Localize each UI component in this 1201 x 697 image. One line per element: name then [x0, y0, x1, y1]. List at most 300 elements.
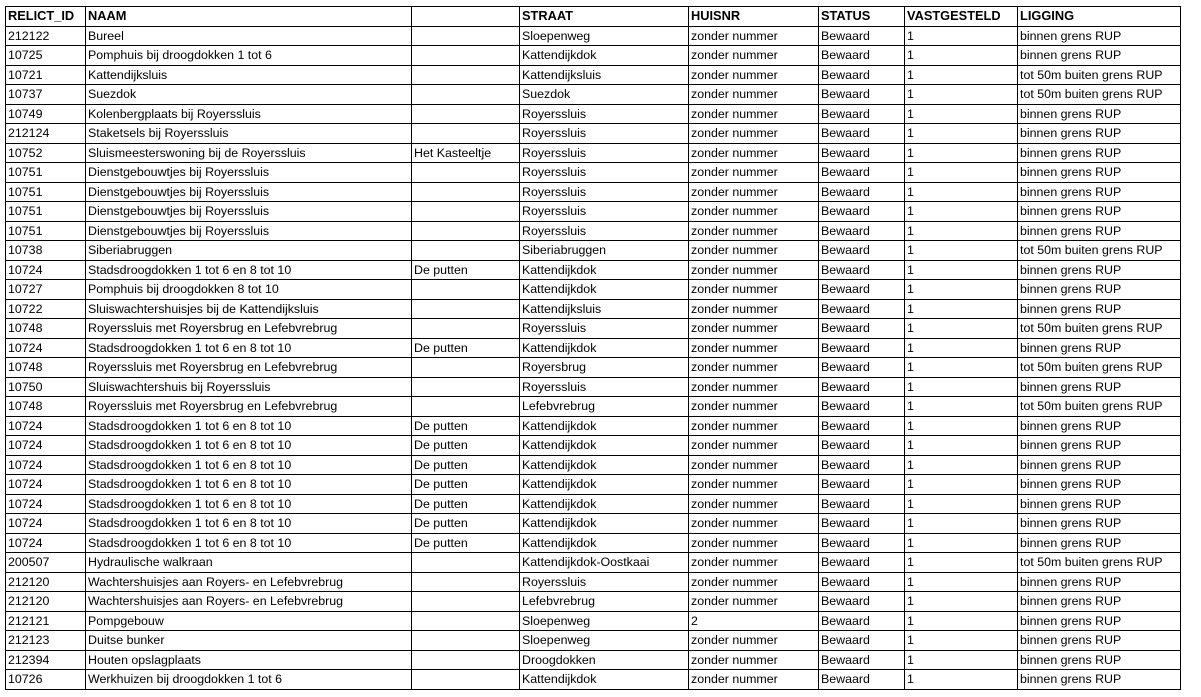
alias-cell — [412, 299, 520, 319]
naam-cell: Staketsels bij Royerssluis — [86, 124, 412, 144]
relict-id-cell: 10737 — [6, 85, 86, 105]
ligging-cell: binnen grens RUP — [1018, 182, 1181, 202]
relict-id-cell: 10724 — [6, 455, 86, 475]
table-row — [6, 299, 1181, 319]
table-row — [6, 46, 1181, 66]
relict-id-cell: 212120 — [6, 572, 86, 592]
status-cell: Bewaard — [819, 260, 905, 280]
huisnr-cell: zonder nummer — [689, 260, 819, 280]
relict-id-cell: 10751 — [6, 182, 86, 202]
naam-cell: Stadsdroogdokken 1 tot 6 en 8 tot 10 — [86, 475, 412, 495]
table-row — [6, 397, 1181, 417]
table-row — [6, 494, 1181, 514]
straat-cell: Royerssluis — [520, 143, 689, 163]
vastgesteld-cell: 1 — [905, 338, 1018, 358]
naam-cell: Stadsdroogdokken 1 tot 6 en 8 tot 10 — [86, 416, 412, 436]
naam-cell: Stadsdroogdokken 1 tot 6 en 8 tot 10 — [86, 338, 412, 358]
alias-cell — [412, 124, 520, 144]
huisnr-cell: zonder nummer — [689, 475, 819, 495]
column-header-huisnr: HUISNR — [689, 7, 819, 27]
relict-id-cell: 10724 — [6, 475, 86, 495]
vastgesteld-cell: 1 — [905, 377, 1018, 397]
relict-id-cell: 10721 — [6, 65, 86, 85]
straat-cell: Siberiabruggen — [520, 241, 689, 261]
column-header-vastgesteld: VASTGESTELD — [905, 7, 1018, 27]
ligging-cell: binnen grens RUP — [1018, 260, 1181, 280]
vastgesteld-cell: 1 — [905, 202, 1018, 222]
vastgesteld-cell: 1 — [905, 455, 1018, 475]
table-row — [6, 85, 1181, 105]
ligging-cell: binnen grens RUP — [1018, 533, 1181, 553]
huisnr-cell: zonder nummer — [689, 221, 819, 241]
alias-cell — [412, 280, 520, 300]
vastgesteld-cell: 1 — [905, 46, 1018, 66]
alias-cell — [412, 65, 520, 85]
vastgesteld-cell: 1 — [905, 319, 1018, 339]
huisnr-cell: zonder nummer — [689, 85, 819, 105]
ligging-cell: binnen grens RUP — [1018, 494, 1181, 514]
relict-id-cell: 10727 — [6, 280, 86, 300]
ligging-cell: binnen grens RUP — [1018, 455, 1181, 475]
naam-cell: Stadsdroogdokken 1 tot 6 en 8 tot 10 — [86, 494, 412, 514]
naam-cell: Pompgebouw — [86, 611, 412, 631]
relict-id-cell: 10750 — [6, 377, 86, 397]
table-row — [6, 611, 1181, 631]
status-cell: Bewaard — [819, 280, 905, 300]
ligging-cell: binnen grens RUP — [1018, 611, 1181, 631]
vastgesteld-cell: 1 — [905, 260, 1018, 280]
table-row — [6, 260, 1181, 280]
alias-cell: De putten — [412, 260, 520, 280]
alias-cell: De putten — [412, 514, 520, 534]
vastgesteld-cell: 1 — [905, 416, 1018, 436]
straat-cell: Sloepenweg — [520, 611, 689, 631]
vastgesteld-cell: 1 — [905, 475, 1018, 495]
ligging-cell: binnen grens RUP — [1018, 631, 1181, 651]
status-cell: Bewaard — [819, 455, 905, 475]
status-cell: Bewaard — [819, 104, 905, 124]
status-cell: Bewaard — [819, 85, 905, 105]
vastgesteld-cell: 1 — [905, 241, 1018, 261]
huisnr-cell: zonder nummer — [689, 65, 819, 85]
vastgesteld-cell: 1 — [905, 631, 1018, 651]
table-row — [6, 475, 1181, 495]
alias-cell: De putten — [412, 436, 520, 456]
ligging-cell: tot 50m buiten grens RUP — [1018, 553, 1181, 573]
status-cell: Bewaard — [819, 124, 905, 144]
relict-id-cell: 212122 — [6, 26, 86, 46]
alias-cell — [412, 670, 520, 690]
ligging-cell: binnen grens RUP — [1018, 124, 1181, 144]
huisnr-cell: zonder nummer — [689, 202, 819, 222]
straat-cell: Royerssluis — [520, 221, 689, 241]
status-cell: Bewaard — [819, 553, 905, 573]
status-cell: Bewaard — [819, 650, 905, 670]
naam-cell: Dienstgebouwtjes bij Royerssluis — [86, 221, 412, 241]
header-row — [6, 7, 1181, 27]
alias-cell: Het Kasteeltje — [412, 143, 520, 163]
straat-cell: Lefebvrebrug — [520, 397, 689, 417]
table-row — [6, 572, 1181, 592]
table-row — [6, 163, 1181, 183]
relict-id-cell: 10724 — [6, 416, 86, 436]
status-cell: Bewaard — [819, 436, 905, 456]
naam-cell: Hydraulische walkraan — [86, 553, 412, 573]
huisnr-cell: zonder nummer — [689, 631, 819, 651]
relict-id-cell: 10751 — [6, 202, 86, 222]
alias-cell: De putten — [412, 494, 520, 514]
column-header-relict-id: RELICT_ID — [6, 7, 86, 27]
ligging-cell: binnen grens RUP — [1018, 163, 1181, 183]
ligging-cell: tot 50m buiten grens RUP — [1018, 358, 1181, 378]
status-cell: Bewaard — [819, 319, 905, 339]
status-cell: Bewaard — [819, 46, 905, 66]
relict-id-cell: 10724 — [6, 533, 86, 553]
alias-cell — [412, 202, 520, 222]
straat-cell: Royersbrug — [520, 358, 689, 378]
table-row — [6, 358, 1181, 378]
naam-cell: Dienstgebouwtjes bij Royerssluis — [86, 163, 412, 183]
huisnr-cell: zonder nummer — [689, 163, 819, 183]
huisnr-cell: zonder nummer — [689, 553, 819, 573]
vastgesteld-cell: 1 — [905, 397, 1018, 417]
status-cell: Bewaard — [819, 163, 905, 183]
naam-cell: Sluiswachtershuis bij Royerssluis — [86, 377, 412, 397]
table-row — [6, 319, 1181, 339]
ligging-cell: binnen grens RUP — [1018, 280, 1181, 300]
relict-id-cell: 200507 — [6, 553, 86, 573]
ligging-cell: tot 50m buiten grens RUP — [1018, 397, 1181, 417]
alias-cell — [412, 319, 520, 339]
naam-cell: Kolenbergplaats bij Royerssluis — [86, 104, 412, 124]
naam-cell: Stadsdroogdokken 1 tot 6 en 8 tot 10 — [86, 436, 412, 456]
ligging-cell: tot 50m buiten grens RUP — [1018, 319, 1181, 339]
relict-id-cell: 10725 — [6, 46, 86, 66]
straat-cell: Droogdokken — [520, 650, 689, 670]
table-row — [6, 553, 1181, 573]
vastgesteld-cell: 1 — [905, 514, 1018, 534]
straat-cell: Kattendijkdok — [520, 455, 689, 475]
naam-cell: Stadsdroogdokken 1 tot 6 en 8 tot 10 — [86, 514, 412, 534]
status-cell: Bewaard — [819, 65, 905, 85]
alias-cell: De putten — [412, 416, 520, 436]
table-row — [6, 592, 1181, 612]
huisnr-cell: zonder nummer — [689, 670, 819, 690]
table-body — [6, 26, 1181, 689]
straat-cell: Kattendijkdok — [520, 260, 689, 280]
status-cell: Bewaard — [819, 202, 905, 222]
alias-cell — [412, 592, 520, 612]
status-cell: Bewaard — [819, 416, 905, 436]
table-row — [6, 377, 1181, 397]
straat-cell: Royerssluis — [520, 202, 689, 222]
straat-cell: Kattendijkdok — [520, 670, 689, 690]
naam-cell: Stadsdroogdokken 1 tot 6 en 8 tot 10 — [86, 455, 412, 475]
huisnr-cell: zonder nummer — [689, 572, 819, 592]
huisnr-cell: zonder nummer — [689, 514, 819, 534]
relict-id-cell: 10748 — [6, 319, 86, 339]
huisnr-cell: 2 — [689, 611, 819, 631]
ligging-cell: binnen grens RUP — [1018, 436, 1181, 456]
table-row — [6, 338, 1181, 358]
column-header-ligging: LIGGING — [1018, 7, 1181, 27]
ligging-cell: binnen grens RUP — [1018, 299, 1181, 319]
naam-cell: Pomphuis bij droogdokken 8 tot 10 — [86, 280, 412, 300]
naam-cell: Siberiabruggen — [86, 241, 412, 261]
relict-id-cell: 10722 — [6, 299, 86, 319]
vastgesteld-cell: 1 — [905, 280, 1018, 300]
vastgesteld-cell: 1 — [905, 592, 1018, 612]
alias-cell — [412, 631, 520, 651]
straat-cell: Kattendijkdok — [520, 416, 689, 436]
vastgesteld-cell: 1 — [905, 26, 1018, 46]
ligging-cell: tot 50m buiten grens RUP — [1018, 241, 1181, 261]
vastgesteld-cell: 1 — [905, 611, 1018, 631]
relict-id-cell: 10751 — [6, 221, 86, 241]
status-cell: Bewaard — [819, 475, 905, 495]
huisnr-cell: zonder nummer — [689, 436, 819, 456]
relict-id-cell: 10726 — [6, 670, 86, 690]
ligging-cell: binnen grens RUP — [1018, 221, 1181, 241]
huisnr-cell: zonder nummer — [689, 26, 819, 46]
huisnr-cell: zonder nummer — [689, 46, 819, 66]
alias-cell — [412, 241, 520, 261]
alias-cell — [412, 46, 520, 66]
naam-cell: Bureel — [86, 26, 412, 46]
ligging-cell: tot 50m buiten grens RUP — [1018, 65, 1181, 85]
straat-cell: Kattendijkdok — [520, 46, 689, 66]
straat-cell: Kattendijkdok — [520, 494, 689, 514]
vastgesteld-cell: 1 — [905, 221, 1018, 241]
straat-cell: Kattendijksluis — [520, 65, 689, 85]
straat-cell: Kattendijkdok — [520, 475, 689, 495]
relict-id-cell: 10748 — [6, 358, 86, 378]
status-cell: Bewaard — [819, 221, 905, 241]
naam-cell: Suezdok — [86, 85, 412, 105]
relict-id-cell: 10724 — [6, 514, 86, 534]
vastgesteld-cell: 1 — [905, 143, 1018, 163]
naam-cell: Stadsdroogdokken 1 tot 6 en 8 tot 10 — [86, 533, 412, 553]
relict-id-cell: 10724 — [6, 338, 86, 358]
relict-id-cell: 212120 — [6, 592, 86, 612]
huisnr-cell: zonder nummer — [689, 124, 819, 144]
table-row — [6, 631, 1181, 651]
vastgesteld-cell: 1 — [905, 182, 1018, 202]
huisnr-cell: zonder nummer — [689, 241, 819, 261]
ligging-cell: binnen grens RUP — [1018, 514, 1181, 534]
relict-id-cell: 10752 — [6, 143, 86, 163]
alias-cell — [412, 358, 520, 378]
ligging-cell: binnen grens RUP — [1018, 143, 1181, 163]
straat-cell: Kattendijkdok — [520, 338, 689, 358]
straat-cell: Royerssluis — [520, 163, 689, 183]
table-row — [6, 182, 1181, 202]
ligging-cell: tot 50m buiten grens RUP — [1018, 85, 1181, 105]
naam-cell: Wachtershuisjes aan Royers- en Lefebvrebrug — [86, 572, 412, 592]
naam-cell: Pomphuis bij droogdokken 1 tot 6 — [86, 46, 412, 66]
table-row — [6, 143, 1181, 163]
naam-cell: Royerssluis met Royersbrug en Lefebvrebrug — [86, 358, 412, 378]
vastgesteld-cell: 1 — [905, 124, 1018, 144]
straat-cell: Kattendijkdok — [520, 436, 689, 456]
table-row — [6, 65, 1181, 85]
vastgesteld-cell: 1 — [905, 85, 1018, 105]
alias-cell — [412, 85, 520, 105]
alias-cell: De putten — [412, 455, 520, 475]
straat-cell: Royerssluis — [520, 124, 689, 144]
naam-cell: Houten opslagplaats — [86, 650, 412, 670]
relict-id-cell: 10749 — [6, 104, 86, 124]
status-cell: Bewaard — [819, 514, 905, 534]
ligging-cell: binnen grens RUP — [1018, 592, 1181, 612]
straat-cell: Kattendijkdok — [520, 514, 689, 534]
naam-cell: Kattendijksluis — [86, 65, 412, 85]
relict-id-cell: 212124 — [6, 124, 86, 144]
ligging-cell: binnen grens RUP — [1018, 650, 1181, 670]
huisnr-cell: zonder nummer — [689, 182, 819, 202]
straat-cell: Kattendijkdok — [520, 280, 689, 300]
status-cell: Bewaard — [819, 592, 905, 612]
straat-cell: Kattendijksluis — [520, 299, 689, 319]
ligging-cell: binnen grens RUP — [1018, 46, 1181, 66]
status-cell: Bewaard — [819, 670, 905, 690]
alias-cell — [412, 163, 520, 183]
straat-cell: Royerssluis — [520, 377, 689, 397]
huisnr-cell: zonder nummer — [689, 397, 819, 417]
status-cell: Bewaard — [819, 143, 905, 163]
ligging-cell: binnen grens RUP — [1018, 572, 1181, 592]
relict-id-cell: 10738 — [6, 241, 86, 261]
vastgesteld-cell: 1 — [905, 104, 1018, 124]
relict-id-cell: 10748 — [6, 397, 86, 417]
alias-cell: De putten — [412, 338, 520, 358]
alias-cell: De putten — [412, 475, 520, 495]
alias-cell — [412, 650, 520, 670]
table-row — [6, 221, 1181, 241]
huisnr-cell: zonder nummer — [689, 104, 819, 124]
relict-id-cell: 10724 — [6, 260, 86, 280]
table-row — [6, 416, 1181, 436]
status-cell: Bewaard — [819, 631, 905, 651]
naam-cell: Sluismeesterswoning bij de Royerssluis — [86, 143, 412, 163]
huisnr-cell: zonder nummer — [689, 280, 819, 300]
straat-cell: Royerssluis — [520, 572, 689, 592]
table-row — [6, 650, 1181, 670]
column-header-straat: STRAAT — [520, 7, 689, 27]
table-row — [6, 104, 1181, 124]
table-row — [6, 280, 1181, 300]
column-header-status: STATUS — [819, 7, 905, 27]
table-row — [6, 436, 1181, 456]
vastgesteld-cell: 1 — [905, 163, 1018, 183]
alias-cell: De putten — [412, 533, 520, 553]
alias-cell — [412, 377, 520, 397]
status-cell: Bewaard — [819, 338, 905, 358]
alias-cell — [412, 572, 520, 592]
naam-cell: Stadsdroogdokken 1 tot 6 en 8 tot 10 — [86, 260, 412, 280]
status-cell: Bewaard — [819, 358, 905, 378]
vastgesteld-cell: 1 — [905, 670, 1018, 690]
straat-cell: Royerssluis — [520, 104, 689, 124]
ligging-cell: binnen grens RUP — [1018, 26, 1181, 46]
straat-cell: Suezdok — [520, 85, 689, 105]
naam-cell: Sluiswachtershuisjes bij de Kattendijksluis — [86, 299, 412, 319]
ligging-cell: binnen grens RUP — [1018, 416, 1181, 436]
vastgesteld-cell: 1 — [905, 299, 1018, 319]
status-cell: Bewaard — [819, 397, 905, 417]
relict-id-cell: 212394 — [6, 650, 86, 670]
status-cell: Bewaard — [819, 26, 905, 46]
ligging-cell: binnen grens RUP — [1018, 202, 1181, 222]
vastgesteld-cell: 1 — [905, 494, 1018, 514]
relict-id-cell: 212121 — [6, 611, 86, 631]
table-header — [6, 7, 1181, 27]
status-cell: Bewaard — [819, 533, 905, 553]
status-cell: Bewaard — [819, 572, 905, 592]
alias-cell — [412, 553, 520, 573]
huisnr-cell: zonder nummer — [689, 416, 819, 436]
huisnr-cell: zonder nummer — [689, 143, 819, 163]
naam-cell: Duitse bunker — [86, 631, 412, 651]
status-cell: Bewaard — [819, 377, 905, 397]
straat-cell: Royerssluis — [520, 182, 689, 202]
huisnr-cell: zonder nummer — [689, 319, 819, 339]
huisnr-cell: zonder nummer — [689, 455, 819, 475]
huisnr-cell: zonder nummer — [689, 650, 819, 670]
ligging-cell: binnen grens RUP — [1018, 104, 1181, 124]
straat-cell: Royerssluis — [520, 319, 689, 339]
vastgesteld-cell: 1 — [905, 553, 1018, 573]
huisnr-cell: zonder nummer — [689, 377, 819, 397]
alias-cell — [412, 611, 520, 631]
table-row — [6, 26, 1181, 46]
status-cell: Bewaard — [819, 241, 905, 261]
huisnr-cell: zonder nummer — [689, 592, 819, 612]
naam-cell: Dienstgebouwtjes bij Royerssluis — [86, 202, 412, 222]
status-cell: Bewaard — [819, 299, 905, 319]
naam-cell: Dienstgebouwtjes bij Royerssluis — [86, 182, 412, 202]
huisnr-cell: zonder nummer — [689, 358, 819, 378]
vastgesteld-cell: 1 — [905, 436, 1018, 456]
huisnr-cell: zonder nummer — [689, 338, 819, 358]
table-row — [6, 533, 1181, 553]
status-cell: Bewaard — [819, 182, 905, 202]
status-cell: Bewaard — [819, 611, 905, 631]
ligging-cell: binnen grens RUP — [1018, 377, 1181, 397]
naam-cell: Wachtershuisjes aan Royers- en Lefebvrebrug — [86, 592, 412, 612]
huisnr-cell: zonder nummer — [689, 533, 819, 553]
table-row — [6, 124, 1181, 144]
vastgesteld-cell: 1 — [905, 572, 1018, 592]
vastgesteld-cell: 1 — [905, 650, 1018, 670]
naam-cell: Royerssluis met Royersbrug en Lefebvrebrug — [86, 397, 412, 417]
ligging-cell: binnen grens RUP — [1018, 475, 1181, 495]
table-row — [6, 202, 1181, 222]
ligging-cell: binnen grens RUP — [1018, 670, 1181, 690]
straat-cell: Kattendijkdok-Oostkaai — [520, 553, 689, 573]
alias-cell — [412, 221, 520, 241]
relict-id-cell: 212123 — [6, 631, 86, 651]
relict-id-cell: 10751 — [6, 163, 86, 183]
status-cell: Bewaard — [819, 494, 905, 514]
relict-id-cell: 10724 — [6, 494, 86, 514]
straat-cell: Kattendijkdok — [520, 533, 689, 553]
alias-cell — [412, 182, 520, 202]
alias-cell — [412, 397, 520, 417]
naam-cell: Royerssluis met Royersbrug en Lefebvrebrug — [86, 319, 412, 339]
vastgesteld-cell: 1 — [905, 533, 1018, 553]
straat-cell: Sloepenweg — [520, 26, 689, 46]
